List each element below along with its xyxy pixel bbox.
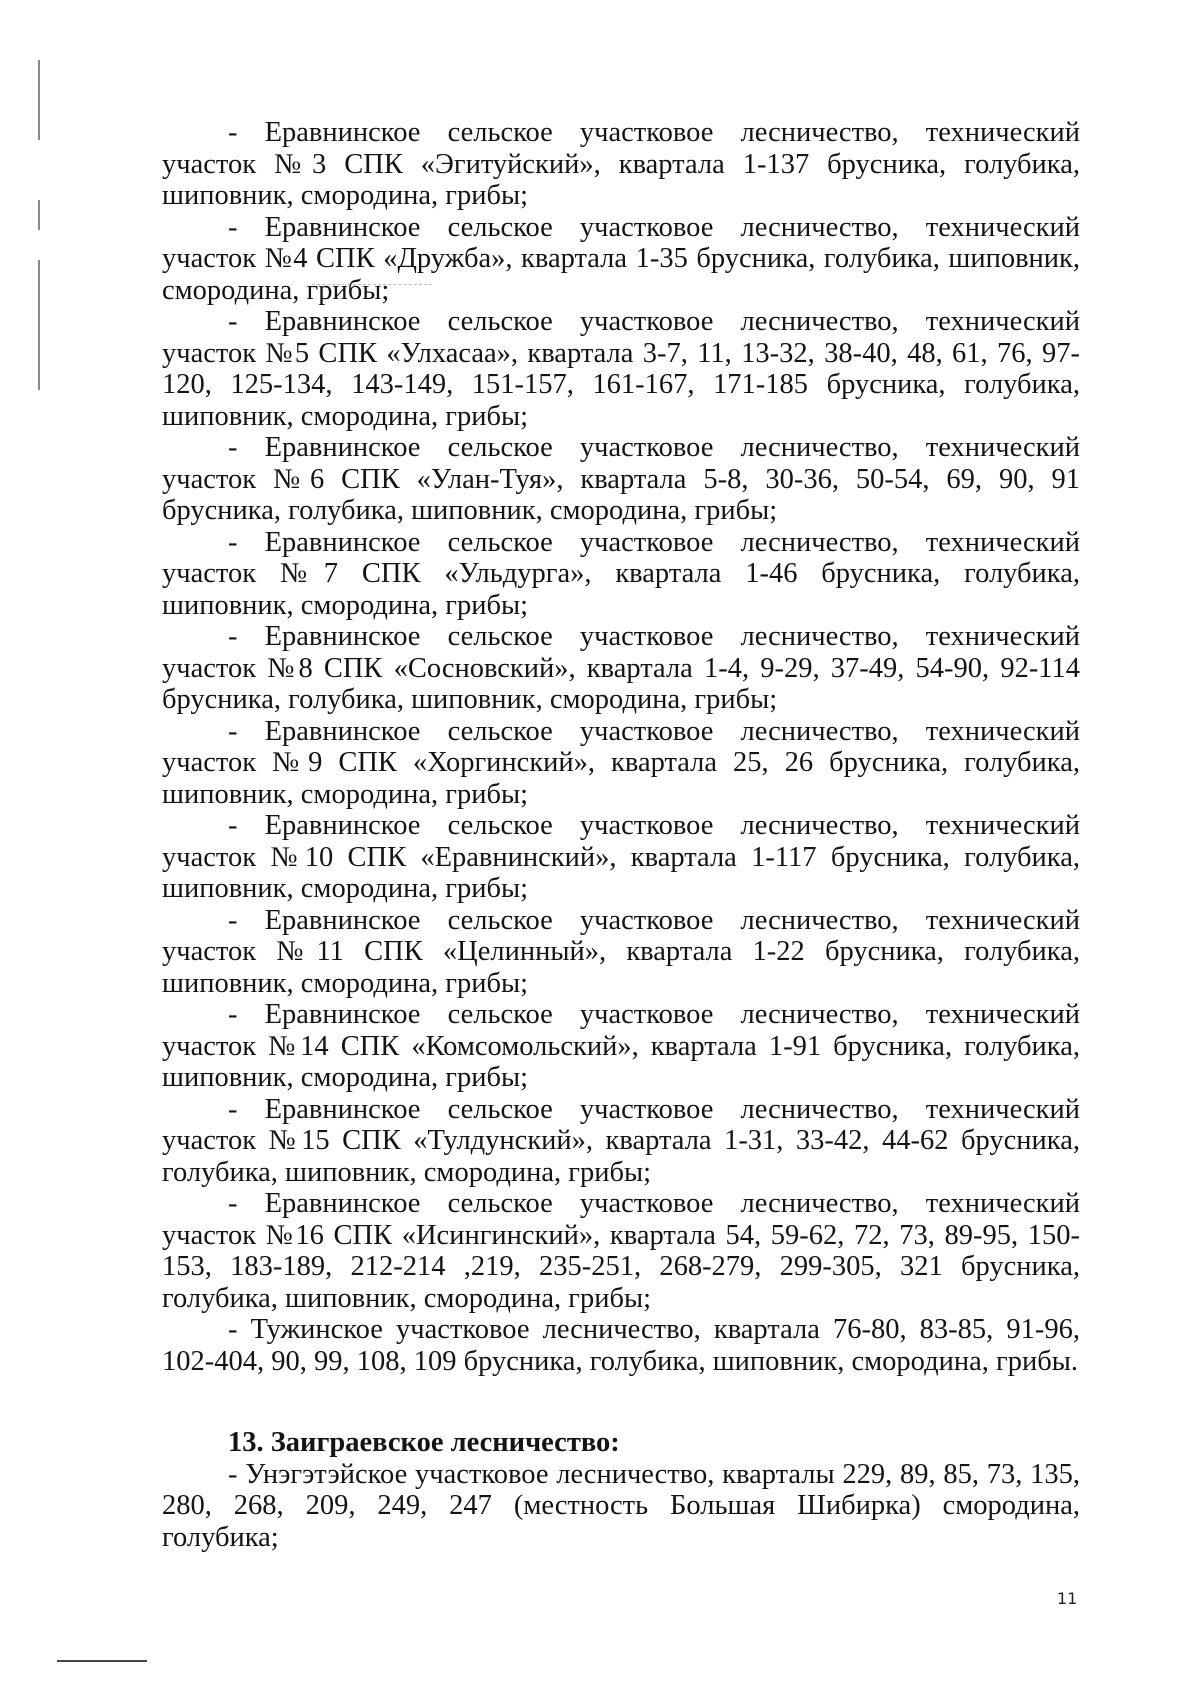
- paragraph: - Еравнинское сельское участковое лесничество, технический участок №7 СПК «Ульдурга», квартала 1-46 брусника, голубика, шиповник, смородина, грибы;: [162, 526, 1080, 621]
- paragraph: - Унэгэтэйское участковое лесничество, кварталы 229, 89, 85, 73, 135, 280, 268, 209, 249, 247 (местность Большая Шибирка) смородина, голубика;: [162, 1458, 1080, 1553]
- paragraph: - Тужинское участковое лесничество, квартала 76-80, 83-85, 91-96, 102-404, 90, 99, 108, 109 брусника, голубика, шиповник, смородина, грибы.: [162, 1314, 1080, 1377]
- paragraph: - Еравнинское сельское участковое лесничество, технический участок №11 СПК «Целинный», квартала 1-22 брусника, голубика, шиповник, смородина, грибы;: [162, 904, 1080, 999]
- section-heading: 13. Заиграевское лесничество:: [228, 1427, 620, 1458]
- paragraph: - Еравнинское сельское участковое лесничество, технический участок №5 СПК «Улхасаа», квартала 3-7, 11, 13-32, 38-40, 48, 61, 76, 97-120, 125-134, 143-149, 151-157, 161-167, 171-185 брусника, голубика, шиповник, смородина, грибы;: [162, 306, 1080, 432]
- paragraph: - Еравнинское сельское участковое лесничество, технический участок №3 СПК «Эгитуйский», квартала 1-137 брусника, голубика, шиповник, смородина, грибы;: [162, 117, 1080, 211]
- paragraph: - Еравнинское сельское участковое лесничество, технический участок №10 СПК «Еравнинский», квартала 1-117 брусника, голубика, шиповник, смородина, грибы;: [162, 810, 1080, 904]
- paragraph: - Еравнинское сельское участковое лесничество, технический участок №6 СПК «Улан-Туя», квартала 5-8, 30-36, 50-54, 69, 90, 91 брусника, голубика, шиповник, смородина, грибы;: [162, 432, 1080, 526]
- paragraph: - Еравнинское сельское участковое лесничество, технический участок №14 СПК «Комсомольский», квартала 1-91 брусника, голубика, шиповник, смородина, грибы;: [162, 999, 1080, 1093]
- scan-margin-mark: [38, 60, 40, 140]
- document-body: [162, 117, 1080, 1553]
- scan-margin-mark: [38, 260, 40, 390]
- paragraph: - Еравнинское сельское участковое лесничество, технический участок №4 СПК «Дружба», квартала 1-35 брусника, голубика, шиповник, смородина, грибы;: [162, 211, 1080, 306]
- paragraph: - Еравнинское сельское участковое лесничество, технический участок №8 СПК «Сосновский», квартала 1-4, 9-29, 37-49, 54-90, 92-114 брусника, голубика, шиповник, смородина, грибы;: [162, 621, 1080, 715]
- page-number: 11: [1057, 1589, 1078, 1608]
- paragraph: - Еравнинское сельское участковое лесничество, технический участок №15 СПК «Тулдунский», квартала 1-31, 33-42, 44-62 брусника, голубика, шиповник, смородина, грибы;: [162, 1093, 1080, 1188]
- paragraph: - Еравнинское сельское участковое лесничество, технический участок №9 СПК «Хоргинский», квартала 25, 26 брусника, голубика, шиповник, смородина, грибы;: [162, 715, 1080, 810]
- paragraph: - Еравнинское сельское участковое лесничество, технический участок №16 СПК «Исингинский», квартала 54, 59-62, 72, 73, 89-95, 150-153, 183-189, 212-214 ,219, 235-251, 268-279, 299-305, 321 брусника, голубика, шиповник, смородина, грибы;: [162, 1188, 1080, 1314]
- scan-margin-mark: [38, 200, 40, 230]
- footnote-rule: [57, 1660, 147, 1662]
